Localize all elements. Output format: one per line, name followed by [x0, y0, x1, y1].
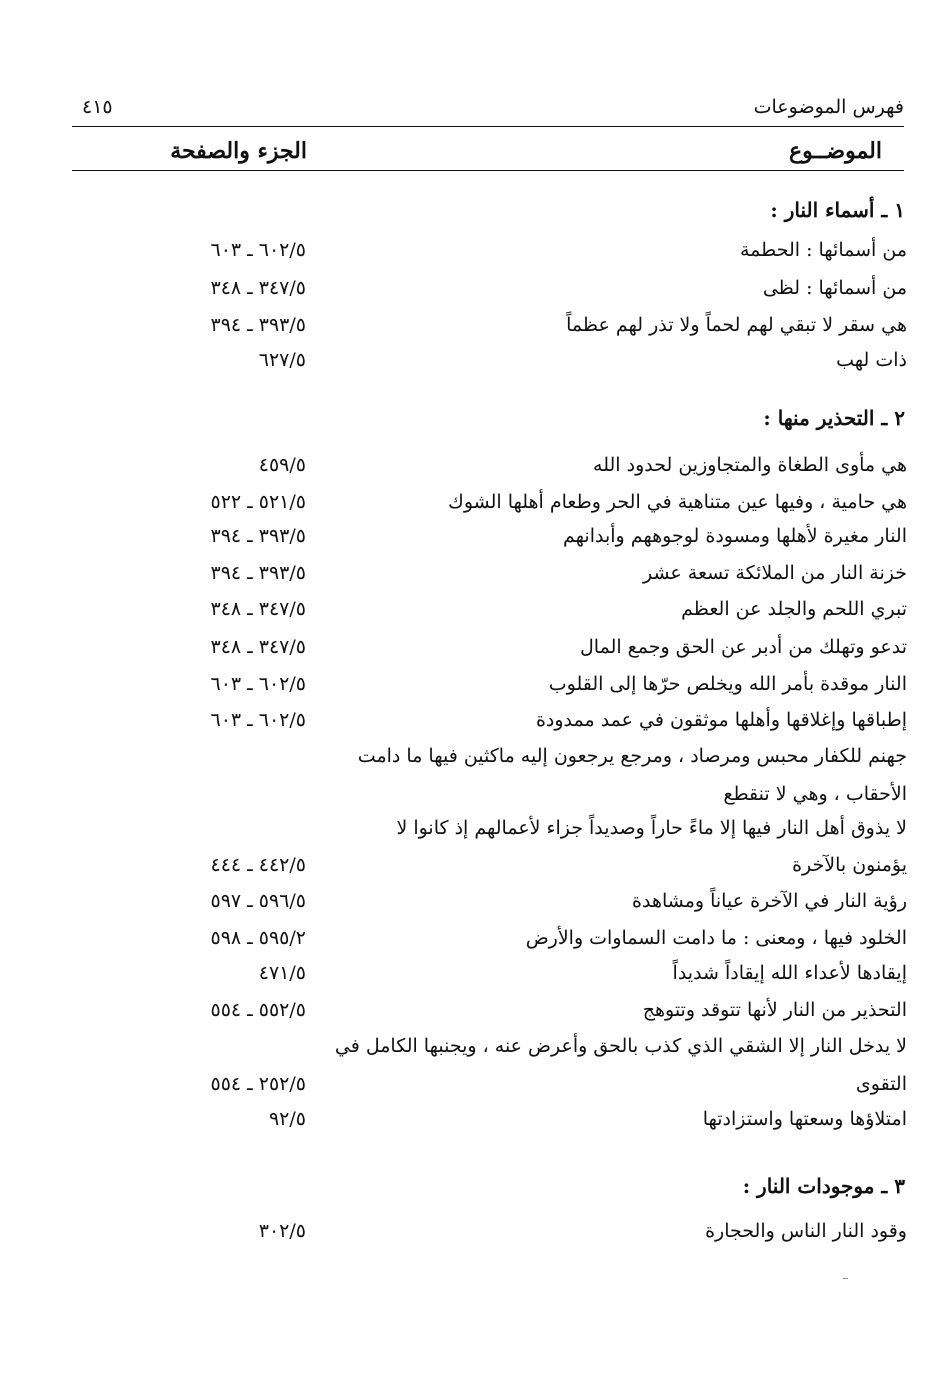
print-mark	[843, 1278, 848, 1279]
index-entry-line: خزنة النار من الملائكة تسعة عشر	[642, 562, 907, 584]
index-entry-line: تدعو وتهلك من أدبر عن الحق وجمع المال	[579, 636, 907, 658]
page-reference: ٥٥٢/٥ ـ ٥٥٤	[210, 999, 306, 1021]
page-reference: ٣٤٧/٥ ـ ٣٤٨	[210, 277, 306, 299]
index-entry-line: لا يدخل النار إلا الشقي الذي كذب بالحق وأعرض عنه ، ويجنبها الكامل في	[334, 1035, 907, 1057]
running-title: فهرس الموضوعات	[753, 96, 904, 118]
page-reference: ٣٤٧/٥ ـ ٣٤٨	[210, 636, 306, 658]
index-entry-line: وقود النار الناس والحجارة	[705, 1220, 907, 1242]
page-reference: ٦٠٢/٥ ـ ٦٠٣	[210, 239, 306, 261]
page-reference: ٤٤٢/٥ ـ ٤٤٤	[210, 854, 306, 876]
index-entry-line: هي حامية ، وفيها عين متناهية في الحر وطعام أهلها الشوك	[448, 491, 907, 513]
page-reference: ٣٩٣/٥ ـ ٣٩٤	[210, 314, 306, 336]
page-column-header: الجزء والصفحة	[170, 138, 307, 164]
index-entry-line: إطباقها وإغلاقها وأهلها موثقون في عمد ممدودة	[535, 709, 907, 731]
index-entry-line: الأحقاب ، وهي لا تنقطع	[723, 783, 907, 805]
index-entry-line: جهنم للكفار محبس ومرصاد ، ومرجع يرجعون إليه ماكثين فيها ما دامت	[357, 745, 907, 767]
index-entry-line: إيقادها لأعداء الله إيقاداً شديداً	[672, 962, 907, 984]
index-entry-line: النار موقدة بأمر الله ويخلص حرّها إلى القلوب	[548, 673, 907, 695]
page-reference: ٣٩٣/٥ ـ ٣٩٤	[210, 562, 306, 584]
page-reference: ٣٠٢/٥	[258, 1220, 306, 1242]
section-title: ٣ ـ موجودات النار :	[742, 1174, 905, 1198]
page-reference: ٥٢١/٥ ـ ٥٢٢	[210, 491, 306, 513]
header-rule	[72, 126, 904, 127]
page-reference: ٦٢٧/٥	[258, 349, 306, 371]
page-reference: ٢٥٢/٥ ـ ٥٥٤	[210, 1073, 306, 1095]
section-title: ٢ ـ التحذير منها :	[763, 406, 905, 430]
page-reference: ٤٧١/٥	[258, 962, 306, 984]
index-entry-line: امتلاؤها وسعتها واستزادتها	[702, 1108, 907, 1130]
index-entry-line: من أسمائها : لظى	[762, 277, 907, 299]
column-header-rule	[72, 170, 904, 171]
index-entry-line: النار مغيرة لأهلها ومسودة لوجوههم وأبدانهم	[563, 525, 907, 547]
page-reference: ٥٩٥/٢ ـ ٥٩٨	[210, 927, 306, 949]
page-number: ٤١٥	[82, 96, 113, 118]
page-reference: ٥٩٦/٥ ـ ٥٩٧	[210, 890, 306, 912]
topic-column-header: الموضــوع	[789, 138, 882, 164]
index-entry-line: لا يذوق أهل النار فيها إلا ماءً حاراً وصديداً جزاء لأعمالهم إذ كانوا لا	[396, 817, 907, 839]
index-entry-line: ذات لهب	[836, 349, 907, 371]
index-entry-line: رؤية النار في الآخرة عياناً ومشاهدة	[632, 890, 907, 912]
page-reference: ٦٠٢/٥ ـ ٦٠٣	[210, 673, 306, 695]
index-entry-line: هي مأوى الطغاة والمتجاوزين لحدود الله	[593, 454, 907, 476]
index-entry-line: تبري اللحم والجلد عن العظم	[681, 598, 907, 620]
page-reference: ٩٢/٥	[268, 1108, 306, 1130]
index-entry-line: يؤمنون بالآخرة	[792, 854, 907, 876]
section-title: ١ ـ أسماء النار :	[770, 198, 905, 222]
running-head	[72, 96, 904, 124]
index-entry-line: الخلود فيها ، ومعنى : ما دامت السماوات والأرض	[525, 927, 907, 949]
page-reference: ٣٩٣/٥ ـ ٣٩٤	[210, 525, 306, 547]
index-entry-line: من أسمائها : الحطمة	[739, 239, 907, 261]
index-entry-line: التقوى	[855, 1073, 907, 1095]
index-entry-line: التحذير من النار لأنها تتوقد وتتوهج	[642, 999, 907, 1021]
page-reference: ٦٠٢/٥ ـ ٦٠٣	[210, 709, 306, 731]
page-reference: ٣٤٧/٥ ـ ٣٤٨	[210, 598, 306, 620]
index-entry-line: هي سقر لا تبقي لهم لحماً ولا تذر لهم عظماً	[566, 314, 907, 336]
page-reference: ٤٥٩/٥	[258, 454, 306, 476]
